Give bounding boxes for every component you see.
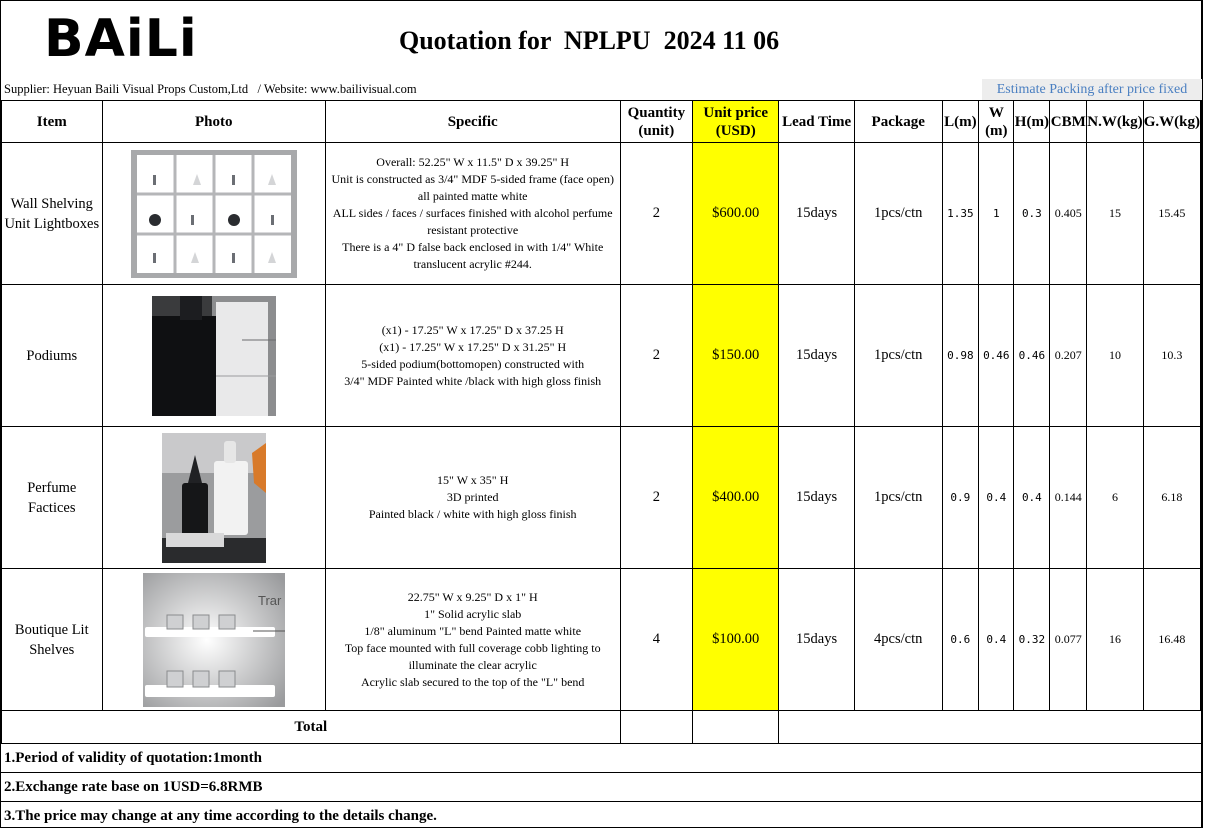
col-length: L(m) <box>942 101 979 143</box>
product-photo <box>102 143 325 285</box>
gross-weight-cell: 15.45 <box>1143 143 1200 285</box>
total-quantity <box>620 711 693 744</box>
spec-text <box>325 285 620 427</box>
package-cell: 1pcs/ctn <box>854 143 942 285</box>
package-cell: 1pcs/ctn <box>854 285 942 427</box>
unit-price-cell: $600.00 <box>693 143 779 285</box>
spec-line: (x1) - 17.25" W x 17.25" D x 31.25" H <box>379 339 567 354</box>
spec-line: Unit is constructed as 3/4" MDF 5-sided frame (face open) all painted matte white <box>331 172 614 203</box>
col-unit-price: Unit price (USD) <box>693 101 779 143</box>
spec-line: Painted black / white with high gloss finish <box>368 507 577 521</box>
col-cbm: CBM <box>1050 101 1087 143</box>
net-weight-cell: 6 <box>1087 427 1143 569</box>
quantity-cell: 2 <box>620 143 693 285</box>
wall-shelving-image <box>131 150 297 278</box>
spec-line: 5-sided podium(bottomopen) constructed with <box>361 356 585 371</box>
item-name: Podiums <box>2 285 103 427</box>
cbm-cell: 0.144 <box>1050 427 1087 569</box>
spec-text <box>325 427 620 569</box>
col-item: Item <box>2 101 103 143</box>
spec-text <box>325 143 620 285</box>
podiums-image <box>152 296 276 416</box>
spec-lines <box>326 322 620 390</box>
table-row <box>2 285 1201 427</box>
spec-line: 3/4" MDF Painted white /black with high gloss finish <box>344 373 602 388</box>
spec-line: Top face mounted with full coverage cobb lighting to illuminate the clear acrylic <box>344 640 601 672</box>
total-price <box>693 711 779 744</box>
net-weight-cell: 16 <box>1087 569 1143 711</box>
col-package: Package <box>854 101 942 143</box>
spec-line: Acrylic slab secured to the top of the "L" bend <box>361 674 585 689</box>
spec-lines <box>326 589 620 691</box>
total-blank <box>779 711 1201 744</box>
unit-price-cell: $150.00 <box>693 285 779 427</box>
item-name: Wall Shelving Unit Lightboxes <box>2 143 103 285</box>
col-lead-time: Lead Time <box>779 101 855 143</box>
perfume-factices-image <box>162 433 266 563</box>
quantity-cell: 2 <box>620 285 693 427</box>
length-cell: 1.35 <box>942 143 979 285</box>
spec-line: 15" W x 35" H <box>437 473 509 487</box>
width-cell: 0.4 <box>979 569 1014 711</box>
net-weight-cell: 10 <box>1087 285 1143 427</box>
gross-weight-cell: 10.3 <box>1143 285 1200 427</box>
table-row <box>2 143 1201 285</box>
cbm-cell: 0.405 <box>1050 143 1087 285</box>
spec-line: 3D printed <box>446 490 499 504</box>
lead-time-cell: 15days <box>779 427 855 569</box>
col-net-weight: N.W(kg) <box>1087 101 1143 143</box>
length-cell: 0.9 <box>942 427 979 569</box>
lit-shelves-image <box>143 573 285 707</box>
cbm-cell: 0.077 <box>1050 569 1087 711</box>
cbm-cell: 0.207 <box>1050 285 1087 427</box>
note-price-change: 3.The price may change at any time according to the details change. <box>1 801 1203 830</box>
quantity-cell: 4 <box>620 569 693 711</box>
gross-weight-cell: 6.18 <box>1143 427 1200 569</box>
spec-line: (x1) - 17.25" W x 17.25" D x 37.25 H <box>381 322 564 337</box>
unit-price-cell: $400.00 <box>693 427 779 569</box>
product-photo <box>102 285 325 427</box>
width-cell: 1 <box>979 143 1014 285</box>
net-weight-cell: 15 <box>1087 143 1143 285</box>
spec-text <box>325 569 620 711</box>
spec-line: 1/8" aluminum "L" bend Painted matte white <box>364 623 582 638</box>
lead-time-cell: 15days <box>779 285 855 427</box>
header-row <box>2 101 1201 143</box>
supplier-line: Supplier: Heyuan Baili Visual Props Custom,Ltd / Website: www.bailivisual.com <box>4 82 417 96</box>
spec-line: There is a 4" D false back enclosed in with 1/4" White translucent acrylic #244. <box>342 240 604 271</box>
product-photo <box>102 427 325 569</box>
spec-lines <box>326 154 620 273</box>
table-row <box>2 427 1201 569</box>
total-row <box>2 711 1201 744</box>
quantity-cell: 2 <box>620 427 693 569</box>
baili-logo: BAiLi <box>44 9 198 69</box>
width-cell: 0.4 <box>979 427 1014 569</box>
width-cell: 0.46 <box>979 285 1014 427</box>
col-gross-weight: G.W(kg) <box>1143 101 1200 143</box>
gross-weight-cell: 16.48 <box>1143 569 1200 711</box>
height-cell: 0.4 <box>1014 427 1050 569</box>
estimate-packing-note: Estimate Packing after price fixed <box>982 79 1202 100</box>
unit-price-cell: $100.00 <box>693 569 779 711</box>
lead-time-cell: 15days <box>779 143 855 285</box>
spec-line: Overall: 52.25" W x 11.5" D x 39.25" H <box>376 155 570 169</box>
package-cell: 4pcs/ctn <box>854 569 942 711</box>
spec-lines <box>326 472 620 523</box>
product-photo <box>102 569 325 711</box>
spec-line: ALL sides / faces / surfaces finished with alcohol perfume resistant protective <box>332 206 613 237</box>
page-title: Quotation for NPLPU 2024 11 06 <box>399 26 780 55</box>
table-row <box>2 569 1201 711</box>
spec-line: 22.75" W x 9.25" D x 1" H <box>407 589 538 604</box>
height-cell: 0.32 <box>1014 569 1050 711</box>
col-quantity: Quantity (unit) <box>620 101 693 143</box>
col-specific: Specific <box>325 101 620 143</box>
total-label: Total <box>2 711 621 744</box>
item-name: Perfume Factices <box>2 427 103 569</box>
length-cell: 0.98 <box>942 285 979 427</box>
photo-label: Trar <box>257 592 282 608</box>
package-cell: 1pcs/ctn <box>854 427 942 569</box>
length-cell: 0.6 <box>942 569 979 711</box>
height-cell: 0.3 <box>1014 143 1050 285</box>
col-height: H(m) <box>1014 101 1050 143</box>
item-name: Boutique Lit Shelves <box>2 569 103 711</box>
lead-time-cell: 15days <box>779 569 855 711</box>
note-exchange-rate: 2.Exchange rate base on 1USD=6.8RMB <box>1 772 1203 801</box>
quotation-table <box>1 100 1201 744</box>
col-photo: Photo <box>102 101 325 143</box>
spec-line: 1" Solid acrylic slab <box>424 606 522 621</box>
note-validity: 1.Period of validity of quotation:1month <box>1 743 1203 772</box>
height-cell: 0.46 <box>1014 285 1050 427</box>
col-width: W (m) <box>979 101 1014 143</box>
